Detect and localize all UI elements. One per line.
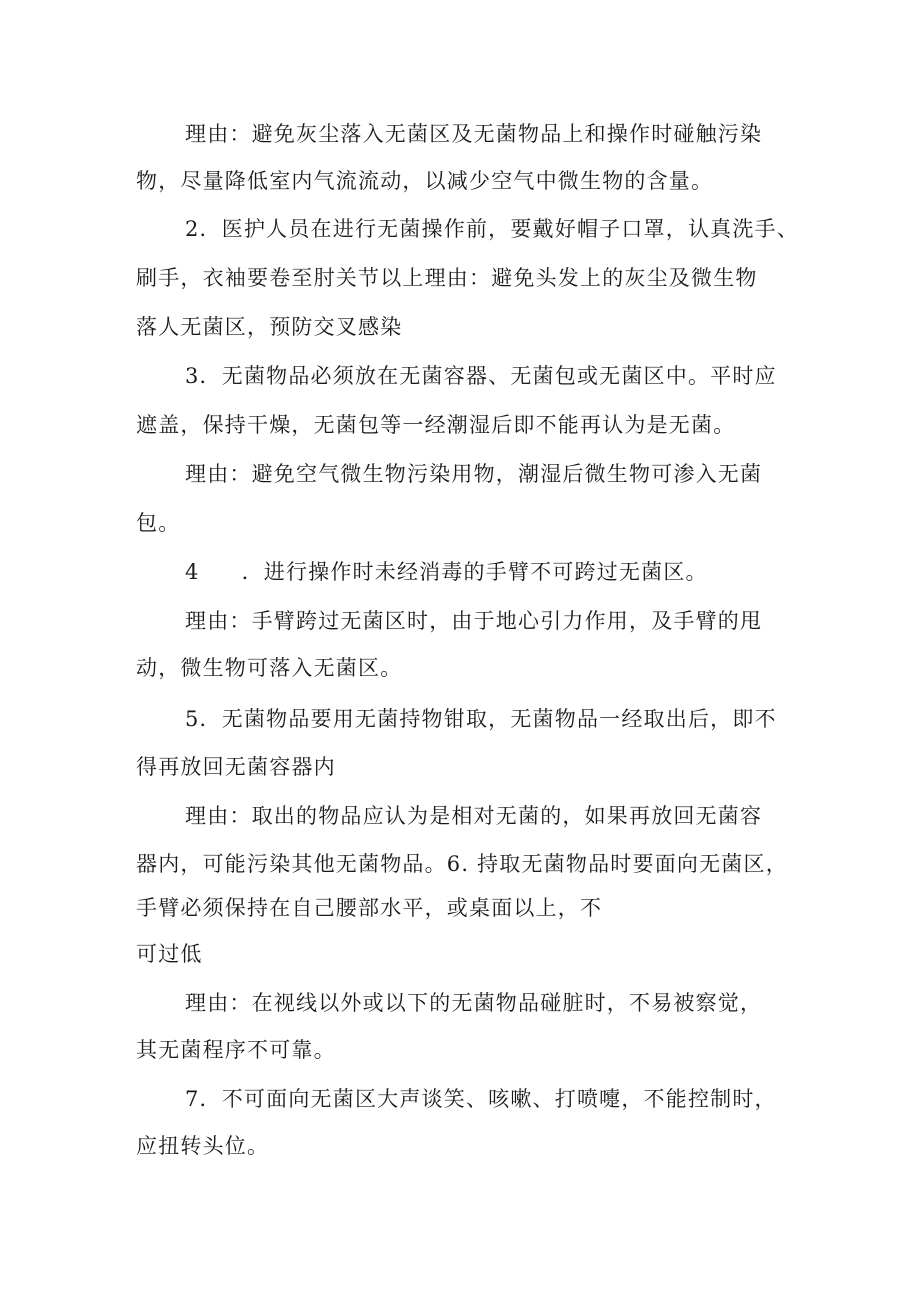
text-line (185, 550, 920, 594)
text-line: 器内，可能污染其他无菌物品。6. 持取无菌物品时要面向无菌区， (136, 852, 788, 876)
text-line: 手臂必须保持在自己腰部水平，或桌面以上，不 (136, 896, 603, 920)
text-line: 理由：在视线以外或以下的无菌物品碰脏时，不易被察觉， (185, 991, 763, 1015)
text-line: 5．无菌物品要用无菌持物钳取，无菌物品一经取出后，即不 (185, 707, 777, 731)
text-line: 理由：避免空气微生物污染用物，潮湿后微生物可渗入无菌 (185, 462, 763, 486)
text-line: 其无菌程序不可靠。 (136, 1038, 336, 1062)
text-line: 7．不可面向无菌区大声谈笑、咳嗽、打喷嚏，不能控制时， (185, 1087, 777, 1111)
text-line: 3．无菌物品必须放在无菌容器、无菌包或无菌区中。平时应 (185, 364, 777, 388)
text-line: 遮盖，保持干燥，无菌包等一经潮湿后即不能再认为是无菌。 (136, 413, 736, 437)
text-line: 得再放回无菌容器内 (136, 755, 336, 779)
text-line: 物，尽量降低室内气流流动，以减少空气中微生物的含量。 (136, 169, 714, 193)
text-line: 理由：手臂跨过无菌区时，由于地心引力作用，及手臂的甩 (185, 609, 763, 633)
text-line: 动，微生物可落入无菌区。 (136, 656, 403, 680)
text-line: 理由：避免灰尘落入无菌区及无菌物品上和操作时碰触污染 (185, 122, 763, 146)
text-line: 2．医护人员在进行无菌操作前，要戴好帽子口罩，认真洗手、 (185, 217, 799, 241)
text-line: 应扭转头位。 (136, 1134, 270, 1158)
text-line: 可过低 (136, 942, 203, 966)
item-text: ．进行操作时未经消毒的手臂不可跨过无菌区。 (241, 560, 708, 584)
text-line: 包。 (136, 511, 181, 535)
text-line: 落人无菌区，预防交叉感染 (136, 315, 403, 339)
text-line: 理由：取出的物品应认为是相对无菌的，如果再放回无菌容 (185, 804, 763, 828)
item-number: 4 (185, 560, 200, 584)
text-line: 刷手，衣袖要卷至肘关节以上理由：避免头发上的灰尘及微生物 (136, 266, 758, 290)
